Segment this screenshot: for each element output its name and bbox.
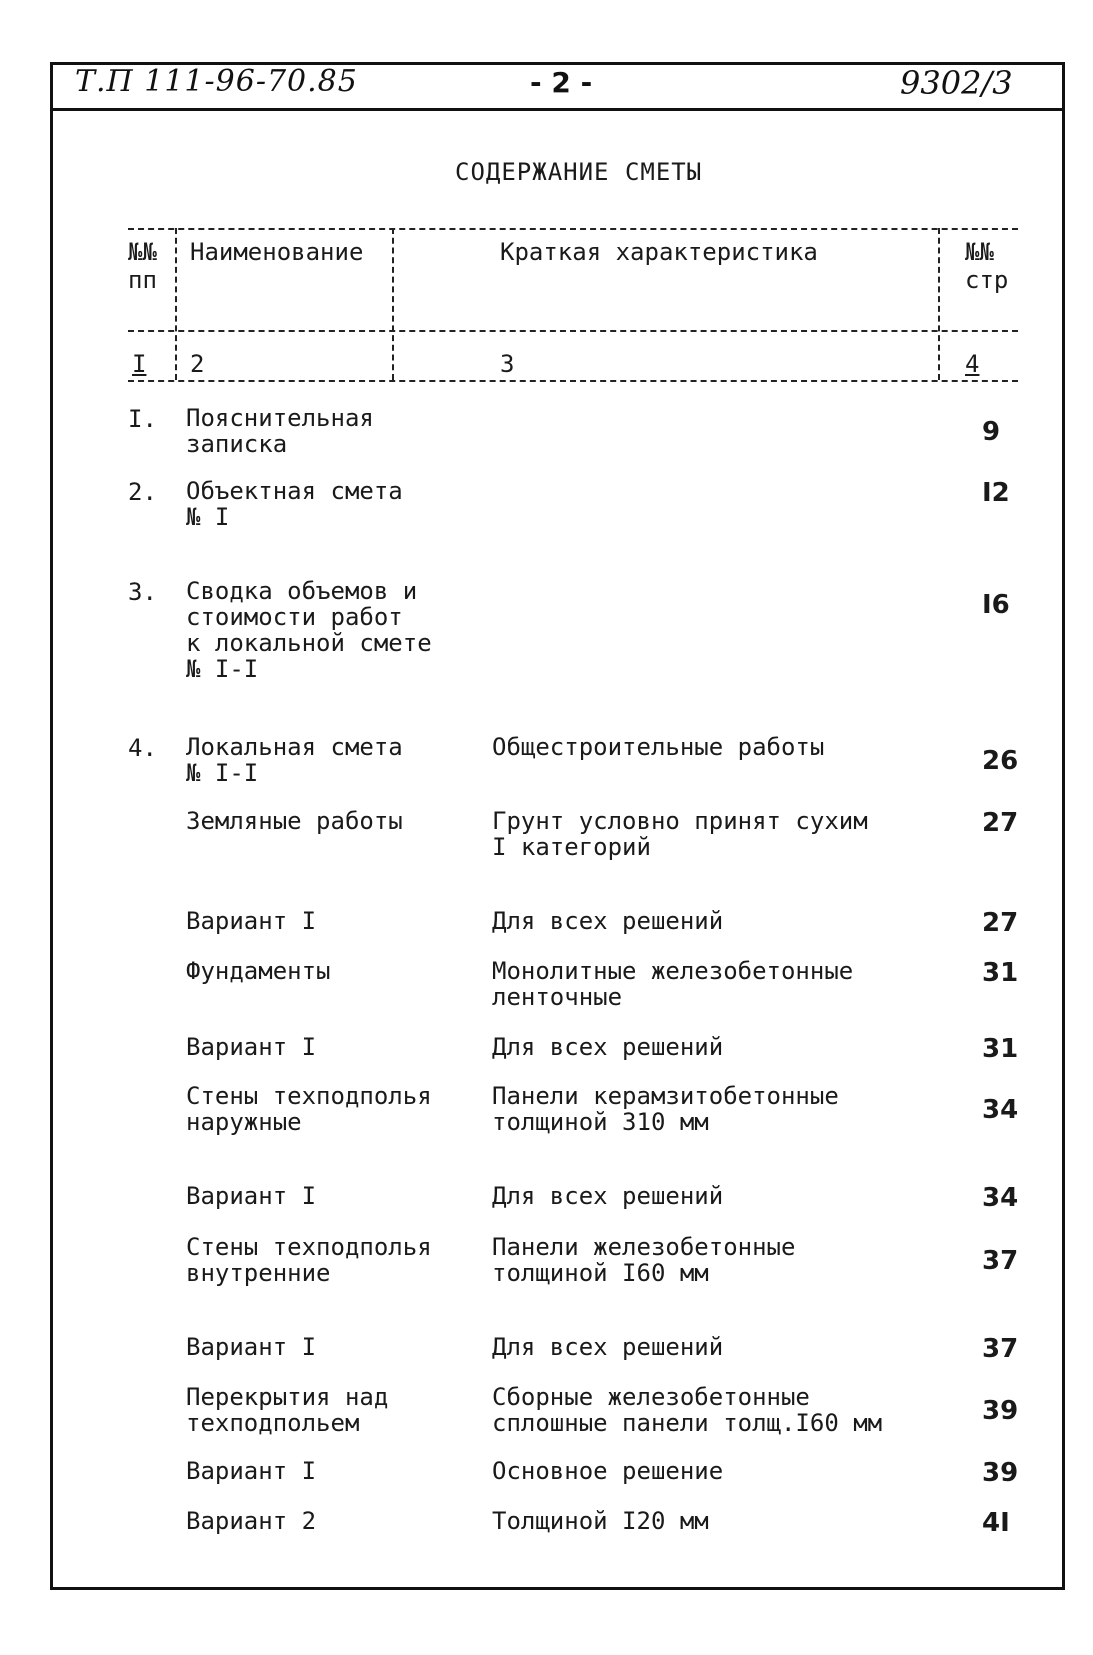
col-divider-3 bbox=[938, 228, 940, 380]
row-name-line: Вариант I bbox=[186, 1033, 317, 1061]
row-number: 2. bbox=[128, 478, 157, 506]
sheet-code: 9302/3 bbox=[900, 64, 1013, 102]
row-description-line: Сборные железобетонные bbox=[492, 1383, 810, 1411]
row-name-line: Объектная смета bbox=[186, 477, 403, 505]
row-page: 26 bbox=[982, 746, 1019, 776]
row-description bbox=[492, 908, 723, 934]
row-description bbox=[492, 1458, 723, 1484]
row-description-line: Для всех решений bbox=[492, 1033, 724, 1061]
row-name-line: наружные bbox=[186, 1108, 302, 1136]
row-name-line: стоимости работ bbox=[186, 603, 403, 631]
row-description bbox=[492, 1183, 723, 1209]
page-title: СОДЕРЖАНИЕ СМЕТЫ bbox=[455, 158, 703, 186]
row-name bbox=[186, 1508, 316, 1534]
row-page: 31 bbox=[982, 1034, 1019, 1064]
col-header-num bbox=[128, 238, 157, 294]
row-description-line: Панели железобетонные bbox=[492, 1233, 796, 1261]
row-description-line: толщиной I60 мм bbox=[492, 1259, 709, 1287]
row-description-line: Панели керамзитобетонные bbox=[492, 1082, 839, 1110]
row-description-line: толщиной 310 мм bbox=[492, 1108, 709, 1136]
row-description-line: I категорий bbox=[492, 833, 651, 861]
row-name bbox=[186, 1234, 432, 1286]
row-page: 27 bbox=[982, 908, 1019, 938]
row-name-line: Вариант I bbox=[186, 1182, 317, 1210]
row-page: I6 bbox=[982, 590, 1010, 620]
row-page: 4I bbox=[982, 1508, 1010, 1538]
col-header-page-line1: №№ bbox=[965, 238, 994, 266]
row-description bbox=[492, 1508, 709, 1534]
row-name-line: № I-I bbox=[186, 759, 259, 787]
row-name bbox=[186, 1384, 388, 1436]
row-description bbox=[492, 1083, 839, 1135]
row-page: I2 bbox=[982, 478, 1010, 508]
col-number-1: I bbox=[132, 350, 147, 378]
table-header-bottom-border bbox=[128, 380, 1018, 382]
row-name-line: № I-I bbox=[186, 655, 259, 683]
row-page: 39 bbox=[982, 1458, 1019, 1488]
row-page: 37 bbox=[982, 1246, 1019, 1276]
row-name-line: Земляные работы bbox=[186, 807, 403, 835]
row-name bbox=[186, 405, 374, 457]
row-description-line: Грунт условно принят сухим bbox=[492, 807, 868, 835]
row-description-line: Для всех решений bbox=[492, 1182, 724, 1210]
row-name-line: Фундаменты bbox=[186, 957, 331, 985]
col-header-page bbox=[965, 238, 1008, 294]
row-description bbox=[492, 1234, 795, 1286]
row-name-line: внутренние bbox=[186, 1259, 331, 1287]
row-description-line: Толщиной I20 мм bbox=[492, 1507, 709, 1535]
row-name bbox=[186, 908, 316, 934]
row-description-line: Монолитные железобетонные bbox=[492, 957, 854, 985]
row-page: 37 bbox=[982, 1334, 1019, 1364]
row-description bbox=[492, 1384, 882, 1436]
col-divider-2 bbox=[392, 228, 394, 380]
row-page: 31 bbox=[982, 958, 1019, 988]
row-name-line: записка bbox=[186, 430, 288, 458]
col-header-num-line2: пп bbox=[128, 266, 157, 294]
row-name-line: Перекрытия над bbox=[186, 1383, 389, 1411]
row-name-line: № I bbox=[186, 503, 230, 531]
row-name-line: Пояснительная bbox=[186, 404, 374, 432]
col-header-page-line2: стр bbox=[965, 266, 1009, 294]
row-description bbox=[492, 958, 853, 1010]
row-name bbox=[186, 578, 432, 682]
row-name-line: Стены техподполья bbox=[186, 1233, 432, 1261]
row-name bbox=[186, 1183, 316, 1209]
row-name-line: техподпольем bbox=[186, 1409, 360, 1437]
row-name bbox=[186, 1083, 432, 1135]
row-name-line: Вариант I bbox=[186, 907, 317, 935]
row-name bbox=[186, 958, 331, 984]
row-name-line: к локальной смете bbox=[186, 629, 432, 657]
col-header-name: Наименование bbox=[190, 238, 364, 266]
col-divider-1 bbox=[175, 228, 177, 380]
table-header-top-border bbox=[128, 228, 1018, 230]
row-name bbox=[186, 1034, 316, 1060]
row-description-line: Для всех решений bbox=[492, 907, 724, 935]
row-name bbox=[186, 478, 403, 530]
header-divider bbox=[50, 108, 1065, 111]
col-number-4: 4 bbox=[965, 350, 980, 378]
row-description-line: Для всех решений bbox=[492, 1333, 724, 1361]
row-name-line: Вариант I bbox=[186, 1457, 317, 1485]
row-description bbox=[492, 734, 824, 760]
row-number: 4. bbox=[128, 734, 157, 762]
row-description-line: сплошные панели толщ.I60 мм bbox=[492, 1409, 883, 1437]
row-page: 9 bbox=[982, 417, 1001, 447]
col-header-description: Краткая характеристика bbox=[500, 238, 818, 266]
row-name-line: Вариант 2 bbox=[186, 1507, 317, 1535]
row-name bbox=[186, 1334, 316, 1360]
row-name-line: Локальная смета bbox=[186, 733, 403, 761]
row-description bbox=[492, 808, 868, 860]
row-number: 3. bbox=[128, 578, 157, 606]
row-description-line: Общестроительные работы bbox=[492, 733, 825, 761]
col-header-num-line1: №№ bbox=[128, 238, 157, 266]
row-number: I. bbox=[128, 405, 157, 433]
row-name bbox=[186, 734, 403, 786]
row-description bbox=[492, 1334, 723, 1360]
table-header-mid-border bbox=[128, 330, 1018, 332]
row-name-line: Сводка объемов и bbox=[186, 577, 418, 605]
row-description-line: Основное решение bbox=[492, 1457, 724, 1485]
col-number-2: 2 bbox=[190, 350, 205, 378]
row-description bbox=[492, 1034, 723, 1060]
row-page: 39 bbox=[982, 1396, 1019, 1426]
page-number: - 2 - bbox=[530, 66, 593, 99]
row-name bbox=[186, 1458, 316, 1484]
document-code: Т.П 111-96-70.85 bbox=[75, 64, 358, 99]
row-description-line: ленточные bbox=[492, 983, 623, 1011]
row-name-line: Вариант I bbox=[186, 1333, 317, 1361]
row-page: 27 bbox=[982, 808, 1019, 838]
row-page: 34 bbox=[982, 1183, 1019, 1213]
row-name bbox=[186, 808, 403, 834]
row-page: 34 bbox=[982, 1095, 1019, 1125]
col-number-3: 3 bbox=[500, 350, 515, 378]
row-name-line: Стены техподполья bbox=[186, 1082, 432, 1110]
